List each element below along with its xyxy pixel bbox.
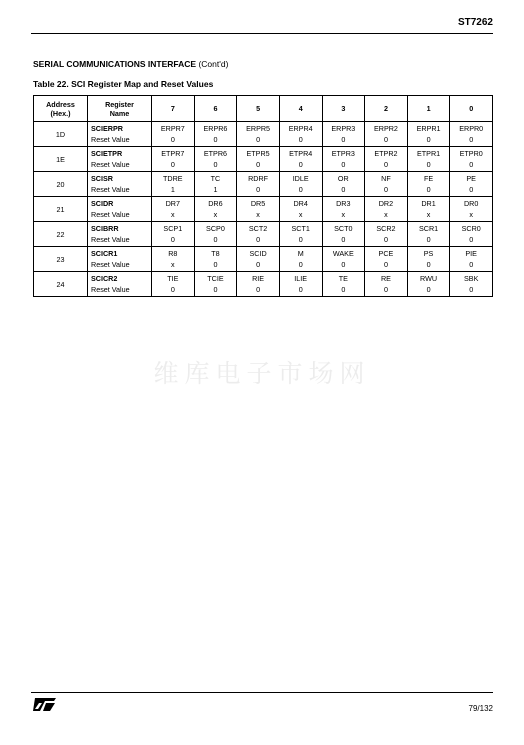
bit-name: ERPR5 (246, 123, 271, 133)
reset-value: 0 (341, 234, 346, 244)
bit-name: ERPR2 (373, 123, 398, 133)
register-header: Register Name (88, 96, 152, 122)
bit-cell (237, 147, 280, 172)
bit-name: ETPR2 (374, 148, 398, 158)
bit-name: TC (210, 173, 221, 183)
page-number: 79/132 (468, 704, 493, 713)
reset-value: 0 (426, 259, 431, 269)
bit-name: R8 (168, 248, 178, 258)
reset-label: Reset Value (91, 134, 130, 144)
bit-name: DR6 (208, 198, 223, 208)
register-cell (88, 247, 152, 272)
bit-name: SCP1 (163, 223, 183, 233)
st-logo-icon (33, 697, 57, 712)
bit-name: ETPR3 (331, 148, 355, 158)
bit-cell (279, 222, 322, 247)
bit-name: ETPR7 (161, 148, 185, 158)
bit-name: DR3 (336, 198, 351, 208)
bit-cell (365, 272, 408, 297)
reset-value: x (213, 209, 218, 219)
bit-cell (237, 172, 280, 197)
reset-value: 0 (256, 259, 261, 269)
bit-name: DR7 (165, 198, 180, 208)
bit-name: PIE (465, 248, 477, 258)
bit-cell (152, 247, 195, 272)
table-row (34, 172, 493, 197)
address-cell: 21 (34, 197, 88, 222)
bit-cell (152, 147, 195, 172)
bit-cell (322, 122, 365, 147)
reset-value: 0 (383, 184, 388, 194)
bit-header: 0 (450, 96, 493, 122)
register-name: SCICR1 (91, 248, 118, 258)
bit-cell (365, 247, 408, 272)
reset-value: 0 (213, 159, 218, 169)
reset-value: x (341, 209, 346, 219)
reset-value: 0 (469, 284, 474, 294)
bit-header: 3 (322, 96, 365, 122)
reset-value: 0 (426, 234, 431, 244)
section-heading (33, 59, 228, 69)
bit-name: RE (380, 273, 391, 283)
reset-value: 0 (256, 284, 261, 294)
bit-cell (279, 247, 322, 272)
reset-value: 0 (383, 234, 388, 244)
bit-name: TIE (167, 273, 179, 283)
bit-name: SCR0 (461, 223, 481, 233)
bit-cell (450, 272, 493, 297)
bit-cell (365, 222, 408, 247)
reset-value: 0 (469, 259, 474, 269)
reset-value: 0 (469, 134, 474, 144)
bit-name: DR4 (293, 198, 308, 208)
bit-cell (322, 247, 365, 272)
bit-cell (279, 147, 322, 172)
reset-label: Reset Value (91, 209, 130, 219)
reset-label: Reset Value (91, 159, 130, 169)
bit-cell (322, 172, 365, 197)
bit-name: ERPR6 (203, 123, 228, 133)
bit-name: TCIE (207, 273, 224, 283)
bit-cell (279, 197, 322, 222)
reset-value: x (171, 259, 175, 269)
bit-name: SBK (463, 273, 479, 283)
bit-cell (365, 172, 408, 197)
reset-value: 0 (213, 234, 218, 244)
bit-cell (365, 122, 408, 147)
bit-cell (365, 197, 408, 222)
bit-cell (152, 272, 195, 297)
bit-cell (194, 247, 237, 272)
reset-value: 0 (298, 284, 303, 294)
bit-name: SCP0 (206, 223, 225, 233)
bit-name: SCT2 (248, 223, 268, 233)
register-name: SCIDR (91, 198, 114, 208)
bit-name: PS (423, 248, 434, 258)
reset-label: Reset Value (91, 284, 130, 294)
bit-name: ERPR1 (416, 123, 441, 133)
reset-value: 0 (383, 159, 388, 169)
bit-name: WAKE (332, 248, 354, 258)
bit-cell (279, 122, 322, 147)
bit-cell (279, 272, 322, 297)
bit-cell (407, 272, 450, 297)
reset-value: 0 (426, 184, 431, 194)
bit-cell (152, 122, 195, 147)
bit-cell (194, 197, 237, 222)
bit-cell (152, 222, 195, 247)
bit-cell (407, 172, 450, 197)
bit-name: ETPR6 (203, 148, 228, 158)
reset-value: x (384, 209, 388, 219)
reset-value: 0 (341, 134, 346, 144)
bit-cell (237, 247, 280, 272)
bit-name: RIE (252, 273, 265, 283)
reset-value: 0 (469, 184, 474, 194)
reset-value: 0 (170, 234, 175, 244)
bit-name: FE (423, 173, 434, 183)
reset-value: x (426, 209, 431, 219)
reset-value: 1 (213, 184, 218, 194)
bit-name: RWU (420, 273, 438, 283)
reset-value: 1 (170, 184, 175, 194)
bit-cell (450, 122, 493, 147)
bit-header: 7 (152, 96, 195, 122)
register-name: SCISR (91, 173, 113, 183)
reset-value: 0 (213, 284, 218, 294)
bit-cell (152, 172, 195, 197)
bit-cell (450, 197, 493, 222)
reset-value: 0 (256, 234, 261, 244)
bit-name: M (297, 248, 304, 258)
bit-cell (365, 147, 408, 172)
bit-name: DR5 (250, 198, 266, 208)
bit-name: SCT1 (291, 223, 310, 233)
bit-cell (194, 147, 237, 172)
bit-cell (194, 222, 237, 247)
bit-cell (237, 122, 280, 147)
reset-value: 0 (298, 184, 303, 194)
reset-value: 0 (170, 284, 175, 294)
bit-name: PE (466, 173, 476, 183)
reset-value: 0 (469, 159, 474, 169)
register-cell (88, 122, 152, 147)
reset-value: 0 (383, 259, 388, 269)
reset-value: 0 (341, 184, 346, 194)
address-cell: 20 (34, 172, 88, 197)
bit-name: ILIE (294, 273, 308, 283)
register-name: SCIERPR (91, 123, 123, 133)
section-cont: (Cont'd) (198, 59, 229, 69)
register-name: SCIBRR (91, 223, 119, 233)
bit-name: NF (381, 173, 391, 183)
bit-name: IDLE (292, 173, 309, 183)
register-cell (88, 147, 152, 172)
bit-header: 4 (279, 96, 322, 122)
bit-cell (322, 197, 365, 222)
section-title: SERIAL COMMUNICATIONS INTERFACE (33, 59, 197, 69)
register-cell (88, 197, 152, 222)
table-caption: Table 22. SCI Register Map and Reset Values (33, 79, 214, 89)
bit-cell (407, 147, 450, 172)
address-cell: 23 (34, 247, 88, 272)
reset-label: Reset Value (91, 184, 130, 194)
table-row (34, 247, 493, 272)
reset-value: 0 (256, 184, 261, 194)
address-cell: 1D (34, 122, 88, 147)
reset-value: 0 (426, 134, 431, 144)
reset-value: 0 (298, 259, 303, 269)
reset-label: Reset Value (91, 234, 130, 244)
reset-value: x (256, 209, 260, 219)
reset-label: Reset Value (91, 259, 130, 269)
bit-cell (237, 272, 280, 297)
address-cell: 1E (34, 147, 88, 172)
bit-name: DR1 (421, 198, 436, 208)
bit-cell (322, 147, 365, 172)
bit-name: ERPR0 (459, 123, 484, 133)
bit-name: T8 (211, 248, 220, 258)
table-row (34, 272, 493, 297)
bit-cell (237, 222, 280, 247)
register-name: SCIETPR (91, 148, 123, 158)
bit-cell (450, 172, 493, 197)
bit-name: SCT0 (334, 223, 353, 233)
reset-value: x (298, 209, 303, 219)
bit-header: 1 (407, 96, 450, 122)
bit-cell (152, 197, 195, 222)
bit-name: ETPR4 (289, 148, 313, 158)
bit-name: RDRF (248, 173, 269, 183)
bit-cell (322, 222, 365, 247)
reset-value: 0 (298, 234, 303, 244)
bit-header: 5 (237, 96, 280, 122)
bit-cell (407, 247, 450, 272)
address-cell: 24 (34, 272, 88, 297)
reset-value: x (171, 209, 175, 219)
register-name: SCICR2 (91, 273, 118, 283)
bit-name: ETPR0 (459, 148, 483, 158)
bit-name: ERPR4 (288, 123, 313, 133)
reset-value: 0 (213, 134, 218, 144)
bit-cell (407, 222, 450, 247)
bit-cell (322, 272, 365, 297)
bit-cell (237, 197, 280, 222)
bit-name: OR (337, 173, 349, 183)
reset-value: 0 (298, 134, 303, 144)
bit-cell (407, 197, 450, 222)
reset-value: 0 (383, 134, 388, 144)
part-number: ST7262 (457, 17, 493, 28)
bit-cell (450, 247, 493, 272)
bit-name: ERPR7 (160, 123, 185, 133)
bit-name: PCE (378, 248, 394, 258)
reset-value: 0 (383, 284, 388, 294)
reset-value: x (469, 209, 473, 219)
header-rule (31, 33, 493, 34)
reset-value: 0 (341, 159, 346, 169)
bit-name: DR2 (378, 198, 394, 208)
register-cell (88, 272, 152, 297)
table-header-row (34, 96, 493, 122)
footer-rule (31, 692, 493, 693)
reset-value: 0 (170, 159, 175, 169)
reset-value: 0 (298, 159, 303, 169)
reset-value: 0 (213, 259, 218, 269)
table-row (34, 122, 493, 147)
register-cell (88, 222, 152, 247)
bit-cell (407, 122, 450, 147)
register-map-table (33, 95, 493, 297)
reset-value: 0 (341, 259, 346, 269)
bit-name: SCID (249, 248, 267, 258)
address-cell: 22 (34, 222, 88, 247)
reset-value: 0 (341, 284, 346, 294)
bit-cell (450, 222, 493, 247)
bit-header: 2 (365, 96, 408, 122)
bit-name: ETPR5 (246, 148, 270, 158)
bit-header: 6 (194, 96, 237, 122)
bit-cell (194, 172, 237, 197)
bit-cell (450, 147, 493, 172)
watermark: 维库电子市场网 (153, 359, 371, 388)
reset-value: 0 (256, 134, 261, 144)
bit-name: ETPR1 (416, 148, 441, 158)
bit-cell (279, 172, 322, 197)
table-row (34, 147, 493, 172)
bit-name: DR0 (463, 198, 479, 208)
reset-value: 0 (426, 159, 431, 169)
bit-name: TDRE (163, 173, 183, 183)
bit-name: TE (338, 273, 348, 283)
bit-name: SCR1 (418, 223, 439, 233)
bit-cell (194, 272, 237, 297)
reset-value: 0 (469, 234, 474, 244)
reset-value: 0 (426, 284, 431, 294)
bit-cell (194, 122, 237, 147)
table-row (34, 197, 493, 222)
table-row (34, 222, 493, 247)
bit-name: ERPR3 (331, 123, 356, 133)
register-cell (88, 172, 152, 197)
bit-name: SCR2 (376, 223, 396, 233)
reset-value: 0 (170, 134, 175, 144)
reset-value: 0 (256, 159, 261, 169)
address-header: Address (Hex.) (34, 96, 88, 122)
